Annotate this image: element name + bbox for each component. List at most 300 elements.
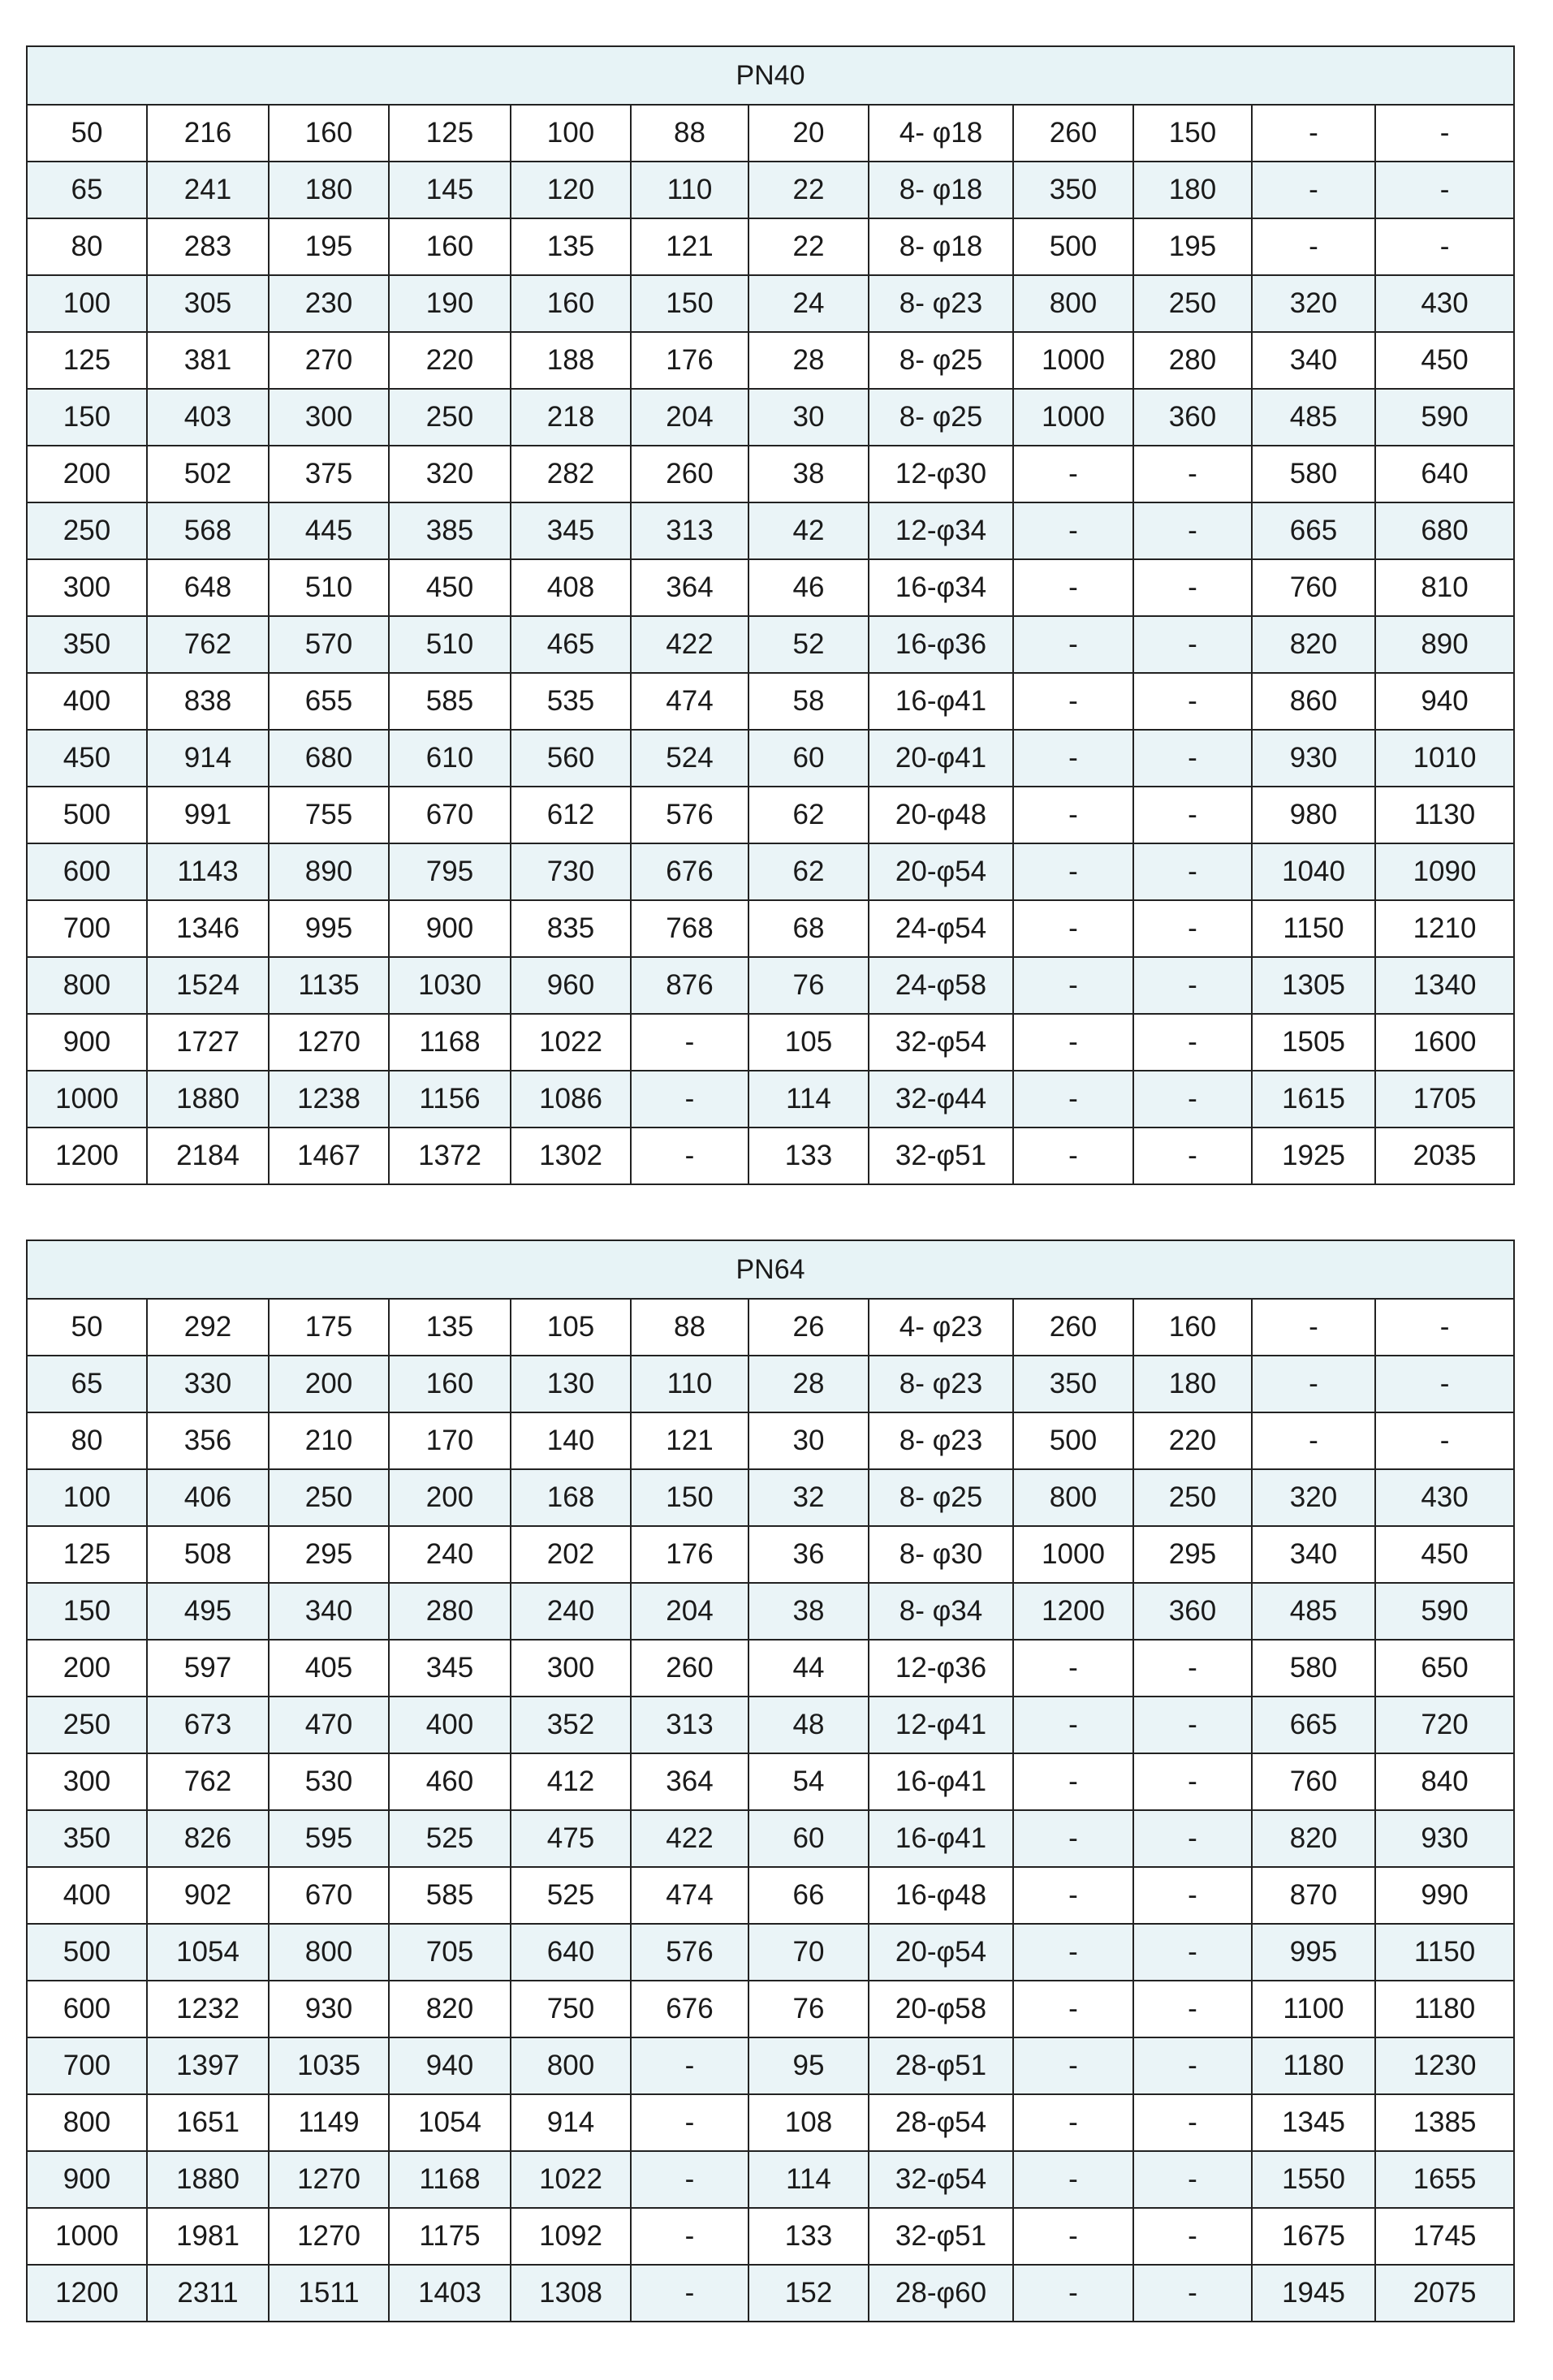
table-cell: 755 [269,787,389,843]
table-row [27,843,1514,900]
table-cell: 204 [631,389,748,446]
table-cell: - [1013,1753,1133,1810]
table-cell: 422 [631,616,748,673]
pn40-table [26,45,1515,1185]
table-cell: - [1133,1867,1252,1924]
table-cell: 114 [748,2151,869,2208]
table-cell: 1143 [147,843,269,900]
table-cell: 640 [511,1924,631,1981]
table-cell: 502 [147,446,269,502]
table-cell: 8- φ18 [869,218,1013,275]
table-cell: - [1375,1356,1514,1412]
table-cell: 1000 [27,2208,147,2265]
table-cell: 876 [631,957,748,1014]
table-cell: 295 [269,1526,389,1583]
table-row [27,1127,1514,1184]
table-cell: - [631,1127,748,1184]
table-cell: 150 [631,1469,748,1526]
table-cell: 125 [389,105,511,162]
table-cell: 200 [389,1469,511,1526]
table-cell: 700 [27,2037,147,2094]
pn64-table-section [26,1240,1513,2322]
table-cell: 930 [1252,730,1375,787]
table-cell: 1403 [389,2265,511,2322]
table-cell: 2035 [1375,1127,1514,1184]
table-cell: - [1133,2208,1252,2265]
table-cell: 52 [748,616,869,673]
table-cell: - [1013,446,1133,502]
table-cell: 218 [511,389,631,446]
table-cell: 1135 [269,957,389,1014]
table-cell: - [1133,2151,1252,2208]
table-cell: 762 [147,616,269,673]
table-cell: - [1133,1924,1252,1981]
table-cell: - [1013,1810,1133,1867]
table-cell: 914 [511,2094,631,2151]
table-cell: 48 [748,1697,869,1753]
table-cell: 260 [1013,1299,1133,1356]
table-cell: 1000 [1013,1526,1133,1583]
table-cell: 20-φ54 [869,843,1013,900]
table-row [27,1014,1514,1071]
table-cell: 350 [1013,1356,1133,1412]
table-cell: 95 [748,2037,869,2094]
table-cell: 385 [389,502,511,559]
table-cell: 32-φ54 [869,1014,1013,1071]
table-cell: - [631,2265,748,2322]
table-cell: 20-φ58 [869,1981,1013,2037]
table-cell: 340 [1252,332,1375,389]
table-cell: 800 [511,2037,631,2094]
table-cell: 1180 [1252,2037,1375,2094]
table-cell: - [1013,1924,1133,1981]
table-cell: 352 [511,1697,631,1753]
table-cell: 560 [511,730,631,787]
table-cell: 105 [511,1299,631,1356]
table-cell: - [1133,446,1252,502]
table-cell: - [1133,1127,1252,1184]
table-cell: 150 [1133,105,1252,162]
table-cell: 65 [27,1356,147,1412]
table-cell: 133 [748,1127,869,1184]
table-cell: 125 [27,1526,147,1583]
table-cell: - [1013,2094,1133,2151]
table-cell: 1092 [511,2208,631,2265]
table-cell: 705 [389,1924,511,1981]
table-cell: 4- φ18 [869,105,1013,162]
table-cell: 995 [269,900,389,957]
table-cell: 810 [1375,559,1514,616]
table-cell: 1156 [389,1071,511,1127]
table-cell: 152 [748,2265,869,2322]
table-row [27,900,1514,957]
table-cell: - [631,2094,748,2151]
table-cell: 1210 [1375,900,1514,957]
table-row [27,1356,1514,1412]
table-title: PN40 [27,46,1514,105]
table-cell: 121 [631,218,748,275]
table-cell: - [1013,673,1133,730]
table-cell: 1705 [1375,1071,1514,1127]
table-cell: - [1252,1412,1375,1469]
table-cell: 500 [27,787,147,843]
table-cell: 220 [1133,1412,1252,1469]
table-cell: - [1013,502,1133,559]
table-cell: 340 [1252,1526,1375,1583]
table-cell: 270 [269,332,389,389]
table-cell: 160 [1133,1299,1252,1356]
table-row [27,787,1514,843]
table-cell: 24 [748,275,869,332]
table-cell: 1675 [1252,2208,1375,2265]
table-cell: 20-φ41 [869,730,1013,787]
table-cell: 364 [631,1753,748,1810]
table-cell: 1511 [269,2265,389,2322]
table-cell: 991 [147,787,269,843]
table-cell: - [631,2151,748,2208]
table-cell: 26 [748,1299,869,1356]
table-cell: 474 [631,1867,748,1924]
table-cell: 160 [389,1356,511,1412]
table-cell: 22 [748,162,869,218]
table-cell: - [1252,162,1375,218]
table-cell: 1168 [389,1014,511,1071]
table-cell: 665 [1252,1697,1375,1753]
table-cell: 32-φ44 [869,1071,1013,1127]
table-cell: - [1133,1014,1252,1071]
table-cell: - [1013,2151,1133,2208]
table-cell: 1651 [147,2094,269,2151]
table-cell: 890 [1375,616,1514,673]
table-cell: - [1252,1356,1375,1412]
table-cell: 60 [748,730,869,787]
table-cell: 1945 [1252,2265,1375,2322]
table-cell: 16-φ36 [869,616,1013,673]
table-cell: 88 [631,105,748,162]
table-cell: 1345 [1252,2094,1375,2151]
table-cell: 460 [389,1753,511,1810]
table-cell: 600 [27,843,147,900]
table-cell: 22 [748,218,869,275]
table-cell: 1054 [147,1924,269,1981]
table-cell: 12-φ34 [869,502,1013,559]
table-cell: 20-φ48 [869,787,1013,843]
table-cell: 150 [631,275,748,332]
table-cell: 12-φ30 [869,446,1013,502]
table-cell: - [1133,616,1252,673]
table-cell: 590 [1375,389,1514,446]
table-cell: 110 [631,1356,748,1412]
table-cell: 914 [147,730,269,787]
table-cell: 930 [269,1981,389,2037]
table-cell: 133 [748,2208,869,2265]
table-cell: 180 [1133,1356,1252,1412]
table-cell: 1175 [389,2208,511,2265]
table-cell: 902 [147,1867,269,1924]
table-cell: - [1133,559,1252,616]
table-cell: 400 [27,1867,147,1924]
table-cell: 495 [147,1583,269,1640]
table-cell: 900 [27,2151,147,2208]
table-cell: 1270 [269,1014,389,1071]
table-cell: - [1133,2037,1252,2094]
table-cell: 720 [1375,1697,1514,1753]
table-cell: - [1013,559,1133,616]
table-row [27,105,1514,162]
table-cell: 350 [27,1810,147,1867]
table-cell: 202 [511,1526,631,1583]
table-cell: 110 [631,162,748,218]
table-cell: 130 [511,1356,631,1412]
table-row [27,1697,1514,1753]
table-cell: - [1013,1127,1133,1184]
table-cell: 80 [27,1412,147,1469]
table-row [27,332,1514,389]
table-cell: 450 [1375,332,1514,389]
table-cell: - [1013,2208,1133,2265]
table-cell: 940 [1375,673,1514,730]
table-cell: 568 [147,502,269,559]
table-cell: 300 [27,1753,147,1810]
table-cell: 1000 [1013,332,1133,389]
table-cell: 1308 [511,2265,631,2322]
table-cell: 820 [1252,1810,1375,1867]
table-cell: 260 [631,446,748,502]
table-cell: - [1133,1810,1252,1867]
table-row [27,446,1514,502]
table-row [27,1469,1514,1526]
table-cell: - [1013,730,1133,787]
table-cell: 600 [27,1981,147,2037]
table-cell: 1615 [1252,1071,1375,1127]
table-cell: 300 [511,1640,631,1697]
table-cell: - [1375,105,1514,162]
table-cell: 168 [511,1469,631,1526]
table-cell: 70 [748,1924,869,1981]
table-cell: 2075 [1375,2265,1514,2322]
table-cell: 610 [389,730,511,787]
table-row [27,1810,1514,1867]
table-cell: 1505 [1252,1014,1375,1071]
table-cell: 1270 [269,2208,389,2265]
table-cell: 175 [269,1299,389,1356]
table-cell: 485 [1252,1583,1375,1640]
table-cell: 465 [511,616,631,673]
table-cell: - [1013,957,1133,1014]
table-cell: 160 [269,105,389,162]
table-cell: 760 [1252,559,1375,616]
table-cell: - [1133,1697,1252,1753]
table-cell: 900 [389,900,511,957]
table-cell: 36 [748,1526,869,1583]
table-cell: 16-φ34 [869,559,1013,616]
table-cell: 820 [389,1981,511,2037]
table-cell: 121 [631,1412,748,1469]
table-row [27,1412,1514,1469]
table-cell: 180 [1133,162,1252,218]
table-cell: 445 [269,502,389,559]
table-cell: 1054 [389,2094,511,2151]
table-cell: 1000 [1013,389,1133,446]
table-cell: 62 [748,787,869,843]
table-cell: 680 [269,730,389,787]
table-cell: - [1133,787,1252,843]
table-row [27,957,1514,1014]
table-cell: 408 [511,559,631,616]
table-cell: 216 [147,105,269,162]
table-cell: 762 [147,1753,269,1810]
table-cell: 282 [511,446,631,502]
table-cell: 2311 [147,2265,269,2322]
table-cell: 250 [1133,1469,1252,1526]
table-cell: 535 [511,673,631,730]
table-row [27,1526,1514,1583]
table-cell: 292 [147,1299,269,1356]
table-cell: 1022 [511,1014,631,1071]
table-cell: - [1133,900,1252,957]
table-cell: 412 [511,1753,631,1810]
table-cell: - [1133,843,1252,900]
pn64-table [26,1240,1515,2322]
table-cell: 430 [1375,275,1514,332]
table-cell: - [1013,1014,1133,1071]
table-cell: 8- φ23 [869,275,1013,332]
table-cell: 673 [147,1697,269,1753]
table-cell: 450 [27,730,147,787]
table-cell: 360 [1133,389,1252,446]
table-cell: 105 [748,1014,869,1071]
table-cell: - [1133,730,1252,787]
table-cell: - [1013,616,1133,673]
table-cell: 313 [631,1697,748,1753]
table-cell: 680 [1375,502,1514,559]
table-cell: 1086 [511,1071,631,1127]
table-cell: 195 [1133,218,1252,275]
table-cell: 510 [389,616,511,673]
table-cell: - [1013,787,1133,843]
table-cell: 400 [389,1697,511,1753]
table-cell: 320 [1252,1469,1375,1526]
table-cell: 1981 [147,2208,269,2265]
table-cell: 4- φ23 [869,1299,1013,1356]
table-cell: 1200 [1013,1583,1133,1640]
table-cell: 280 [1133,332,1252,389]
table-row [27,1583,1514,1640]
table-cell: 16-φ41 [869,1753,1013,1810]
table-cell: 32-φ51 [869,1127,1013,1184]
table-cell: 750 [511,1981,631,2037]
table-cell: - [1133,673,1252,730]
table-cell: 375 [269,446,389,502]
table-cell: 524 [631,730,748,787]
table-cell: 100 [27,275,147,332]
table-cell: 20 [748,105,869,162]
table-cell: 1524 [147,957,269,1014]
table-cell: - [1013,1071,1133,1127]
table-cell: 1168 [389,2151,511,2208]
table-cell: 360 [1133,1583,1252,1640]
table-row [27,2208,1514,2265]
table-cell: 180 [269,162,389,218]
table-cell: 46 [748,559,869,616]
table-cell: 795 [389,843,511,900]
table-cell: 422 [631,1810,748,1867]
table-cell: 665 [1252,502,1375,559]
table-cell: 350 [1013,162,1133,218]
table-cell: 220 [389,332,511,389]
table-cell: 60 [748,1810,869,1867]
table-cell: 1745 [1375,2208,1514,2265]
table-cell: 1340 [1375,957,1514,1014]
table-cell: - [1013,2037,1133,2094]
table-cell: - [1013,1697,1133,1753]
table-cell: 800 [1013,275,1133,332]
table-cell: - [1013,1640,1133,1697]
table-row [27,1753,1514,1810]
table-cell: 1200 [27,2265,147,2322]
table-cell: 576 [631,787,748,843]
table-cell: 930 [1375,1810,1514,1867]
table-cell: 585 [389,1867,511,1924]
table-cell: - [1375,1299,1514,1356]
table-cell: 8- φ30 [869,1526,1013,1583]
table-cell: 76 [748,1981,869,2037]
table-cell: 450 [1375,1526,1514,1583]
table-cell: 28 [748,332,869,389]
table-cell: 1302 [511,1127,631,1184]
table-cell: - [631,2208,748,2265]
table-cell: - [1133,502,1252,559]
table-cell: 250 [1133,275,1252,332]
table-cell: 80 [27,218,147,275]
table-cell: 66 [748,1867,869,1924]
table-cell: 597 [147,1640,269,1697]
table-row [27,730,1514,787]
table-cell: 980 [1252,787,1375,843]
table-row [27,218,1514,275]
table-cell: 760 [1252,1753,1375,1810]
table-cell: 1130 [1375,787,1514,843]
table-cell: 870 [1252,1867,1375,1924]
table-cell: 100 [27,1469,147,1526]
table-cell: 16-φ41 [869,673,1013,730]
table-cell: 8- φ23 [869,1356,1013,1412]
table-cell: 800 [27,957,147,1014]
table-cell: 12-φ36 [869,1640,1013,1697]
table-row [27,275,1514,332]
table-cell: 300 [27,559,147,616]
table-title: PN64 [27,1240,1514,1299]
table-cell: 28-φ60 [869,2265,1013,2322]
table-cell: 1397 [147,2037,269,2094]
table-cell: 250 [269,1469,389,1526]
table-cell: 400 [27,673,147,730]
table-cell: 160 [511,275,631,332]
table-cell: 1150 [1375,1924,1514,1981]
table-cell: 485 [1252,389,1375,446]
table-cell: 190 [389,275,511,332]
table-cell: 500 [1013,1412,1133,1469]
table-row [27,2265,1514,2322]
table-cell: 475 [511,1810,631,1867]
table-row [27,559,1514,616]
table-cell: 68 [748,900,869,957]
table-cell: 1238 [269,1071,389,1127]
table-cell: 840 [1375,1753,1514,1810]
table-cell: 62 [748,843,869,900]
table-cell: 320 [389,446,511,502]
table-row [27,673,1514,730]
